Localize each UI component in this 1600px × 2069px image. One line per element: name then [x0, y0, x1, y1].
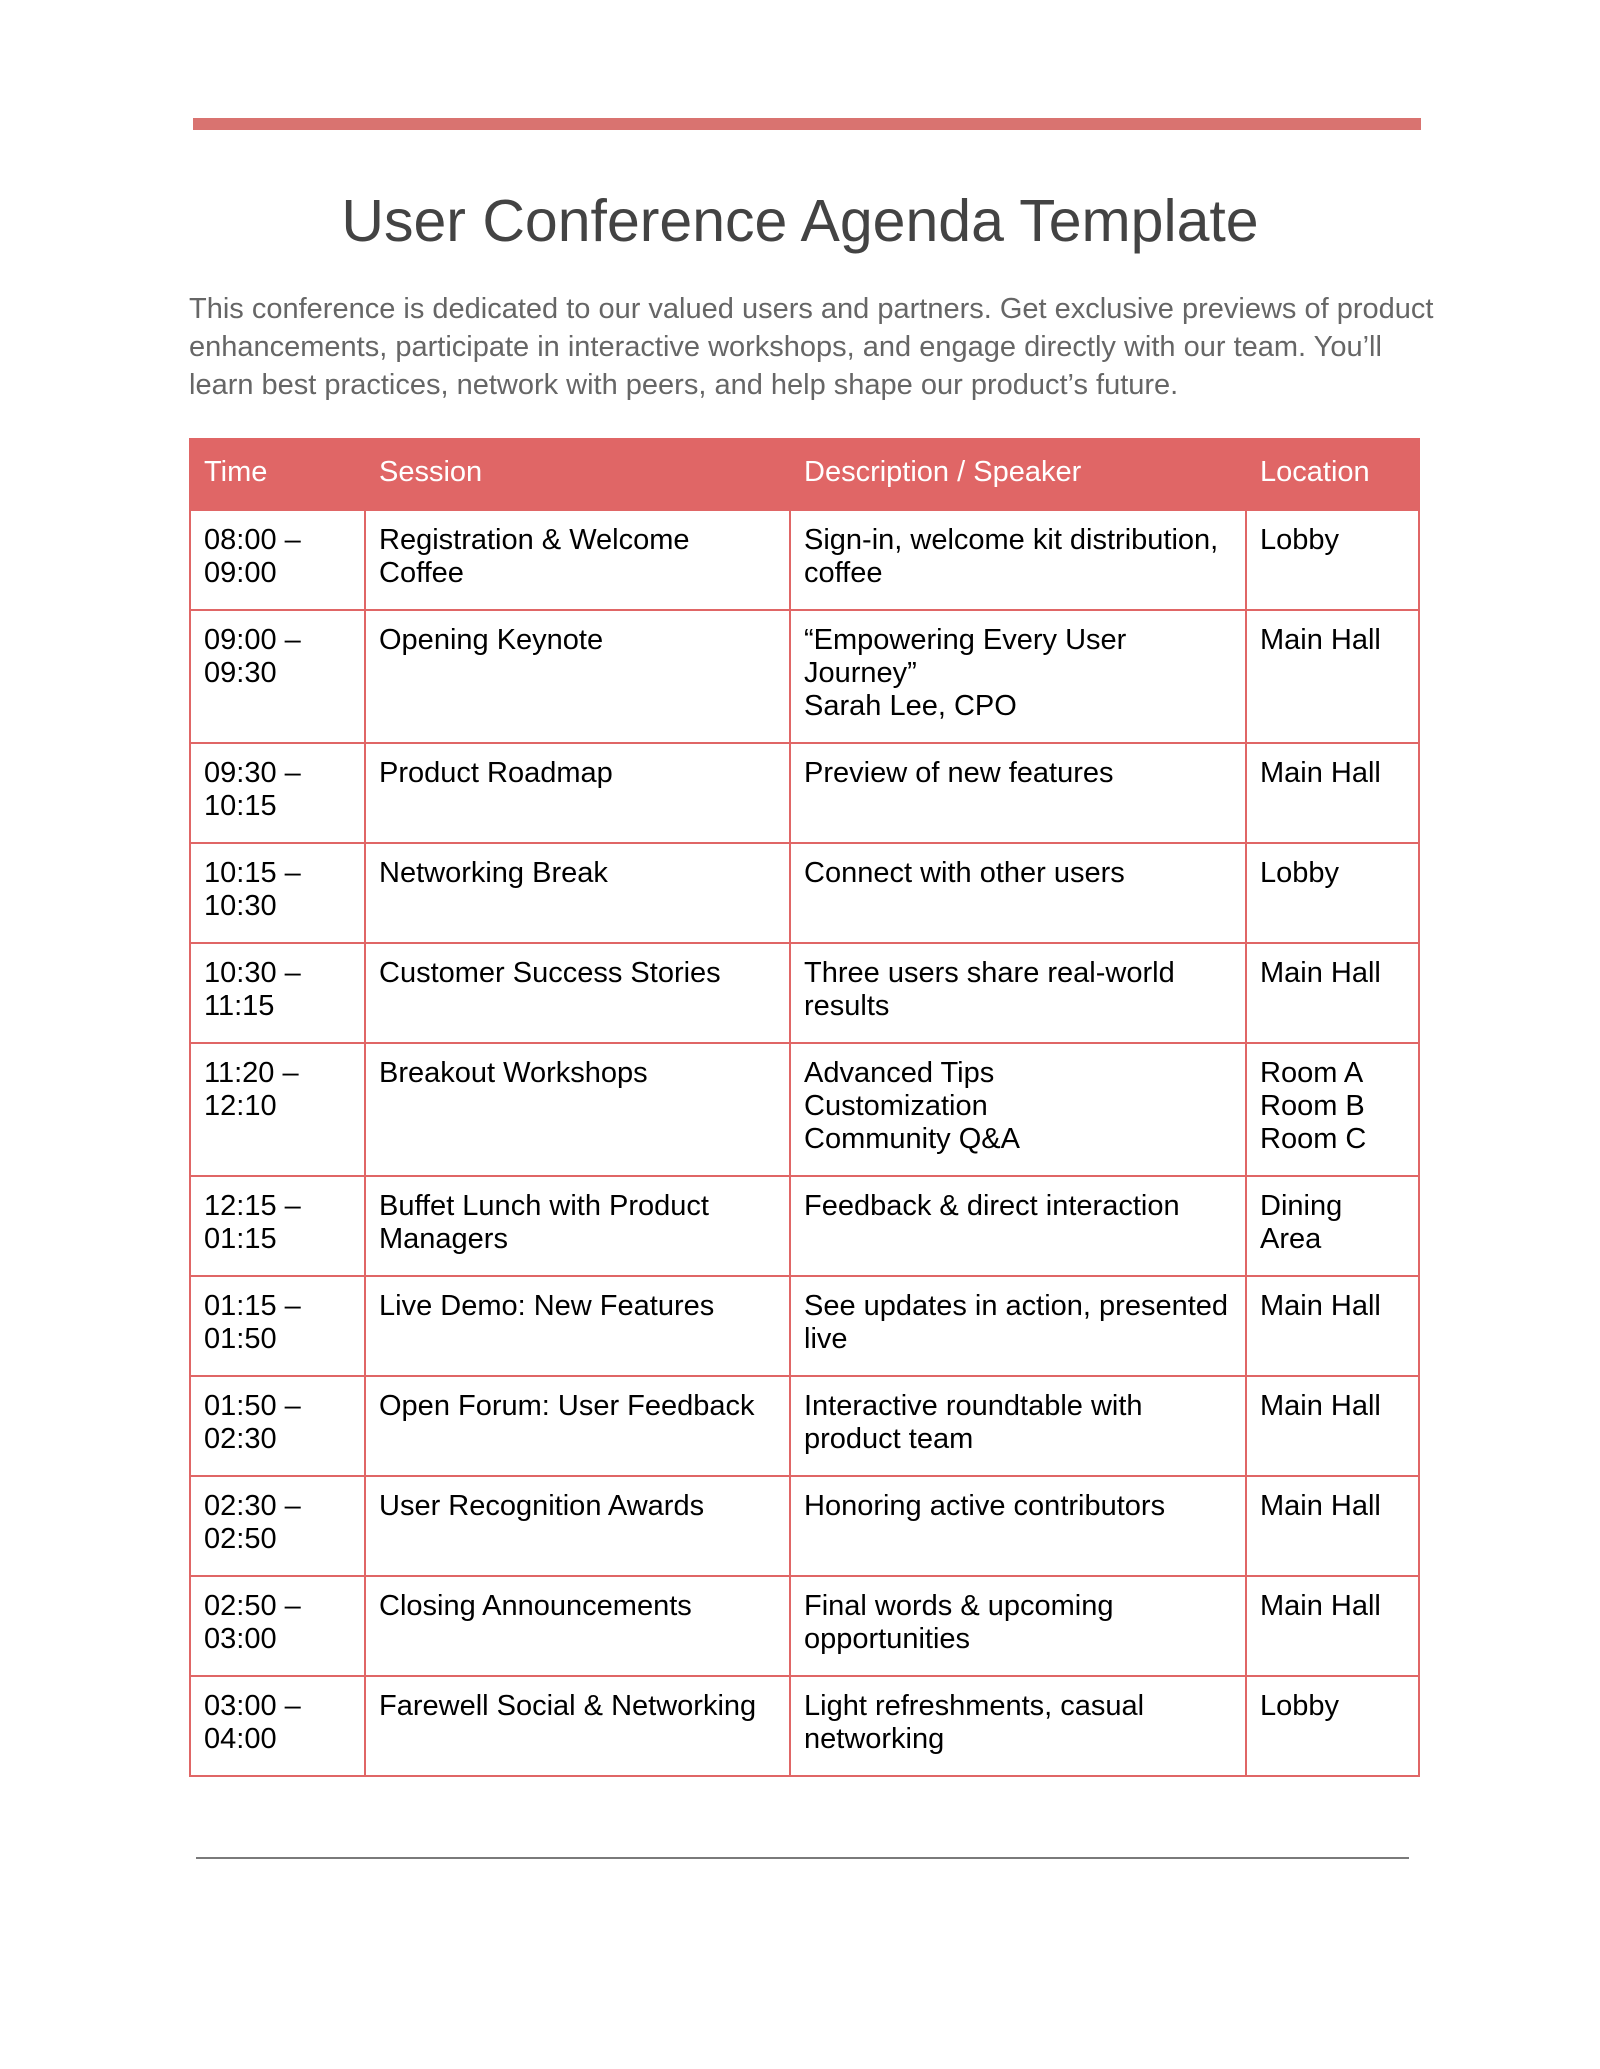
table-row [190, 1476, 1419, 1576]
session-cell: Registration & Welcome Coffee [365, 510, 790, 610]
table-row [190, 1176, 1419, 1276]
description-cell: See updates in action, presented live [790, 1276, 1246, 1376]
agenda-table [189, 438, 1420, 1777]
table-row [190, 1576, 1419, 1676]
table-row [190, 843, 1419, 943]
time-cell: 08:00 – 09:00 [190, 510, 365, 610]
table-row [190, 943, 1419, 1043]
session-cell: Opening Keynote [365, 610, 790, 743]
session-cell: Open Forum: User Feedback [365, 1376, 790, 1476]
location-cell: Main Hall [1246, 1376, 1419, 1476]
session-cell: Networking Break [365, 843, 790, 943]
top-accent-rule [193, 118, 1421, 130]
time-cell: 02:50 – 03:00 [190, 1576, 365, 1676]
table-row [190, 1276, 1419, 1376]
bottom-divider [196, 1857, 1409, 1859]
session-cell: Live Demo: New Features [365, 1276, 790, 1376]
session-cell: Farewell Social & Networking [365, 1676, 790, 1776]
description-cell: Final words & upcoming opportunities [790, 1576, 1246, 1676]
column-header-time: Time [190, 439, 365, 510]
location-cell: Main Hall [1246, 610, 1419, 743]
time-cell: 01:15 – 01:50 [190, 1276, 365, 1376]
time-cell: 02:30 – 02:50 [190, 1476, 365, 1576]
agenda-header-row [190, 439, 1419, 510]
page-title: User Conference Agenda Template [341, 188, 1259, 254]
table-row [190, 510, 1419, 610]
table-row [190, 743, 1419, 843]
location-cell: Main Hall [1246, 943, 1419, 1043]
session-cell: Customer Success Stories [365, 943, 790, 1043]
location-cell: Lobby [1246, 1676, 1419, 1776]
time-cell: 12:15 – 01:15 [190, 1176, 365, 1276]
table-row [190, 1676, 1419, 1776]
description-cell: Three users share real-world results [790, 943, 1246, 1043]
column-header-session: Session [365, 439, 790, 510]
location-cell: Main Hall [1246, 1576, 1419, 1676]
table-row [190, 1376, 1419, 1476]
description-cell: Advanced Tips Customization Community Q&A [790, 1043, 1246, 1176]
session-cell: User Recognition Awards [365, 1476, 790, 1576]
session-cell: Buffet Lunch with Product Managers [365, 1176, 790, 1276]
location-cell: Lobby [1246, 510, 1419, 610]
time-cell: 09:30 – 10:15 [190, 743, 365, 843]
description-cell: Sign-in, welcome kit distribution, coffee [790, 510, 1246, 610]
time-cell: 03:00 – 04:00 [190, 1676, 365, 1776]
description-cell: Preview of new features [790, 743, 1246, 843]
description-cell: Honoring active contributors [790, 1476, 1246, 1576]
description-cell: Feedback & direct interaction [790, 1176, 1246, 1276]
location-cell: Room A Room B Room C [1246, 1043, 1419, 1176]
description-cell: “Empowering Every User Journey” Sarah Lee, CPO [790, 610, 1246, 743]
location-cell: Main Hall [1246, 1276, 1419, 1376]
column-header-description: Description / Speaker [790, 439, 1246, 510]
time-cell: 01:50 – 02:30 [190, 1376, 365, 1476]
session-cell: Breakout Workshops [365, 1043, 790, 1176]
location-cell: Main Hall [1246, 1476, 1419, 1576]
session-cell: Product Roadmap [365, 743, 790, 843]
location-cell: Dining Area [1246, 1176, 1419, 1276]
time-cell: 10:30 – 11:15 [190, 943, 365, 1043]
location-cell: Lobby [1246, 843, 1419, 943]
table-row [190, 610, 1419, 743]
time-cell: 11:20 – 12:10 [190, 1043, 365, 1176]
column-header-location: Location [1246, 439, 1419, 510]
description-cell: Connect with other users [790, 843, 1246, 943]
time-cell: 09:00 – 09:30 [190, 610, 365, 743]
description-cell: Light refreshments, casual networking [790, 1676, 1246, 1776]
description-cell: Interactive roundtable with product team [790, 1376, 1246, 1476]
intro-paragraph: This conference is dedicated to our valued users and partners. Get exclusive previews of product enhancements, participate in interactive workshops, and engage directly with our team. You’ll learn best practices, network with peers, and help shape our product’s future. [189, 293, 1434, 401]
table-row [190, 1043, 1419, 1176]
time-cell: 10:15 – 10:30 [190, 843, 365, 943]
location-cell: Main Hall [1246, 743, 1419, 843]
session-cell: Closing Announcements [365, 1576, 790, 1676]
